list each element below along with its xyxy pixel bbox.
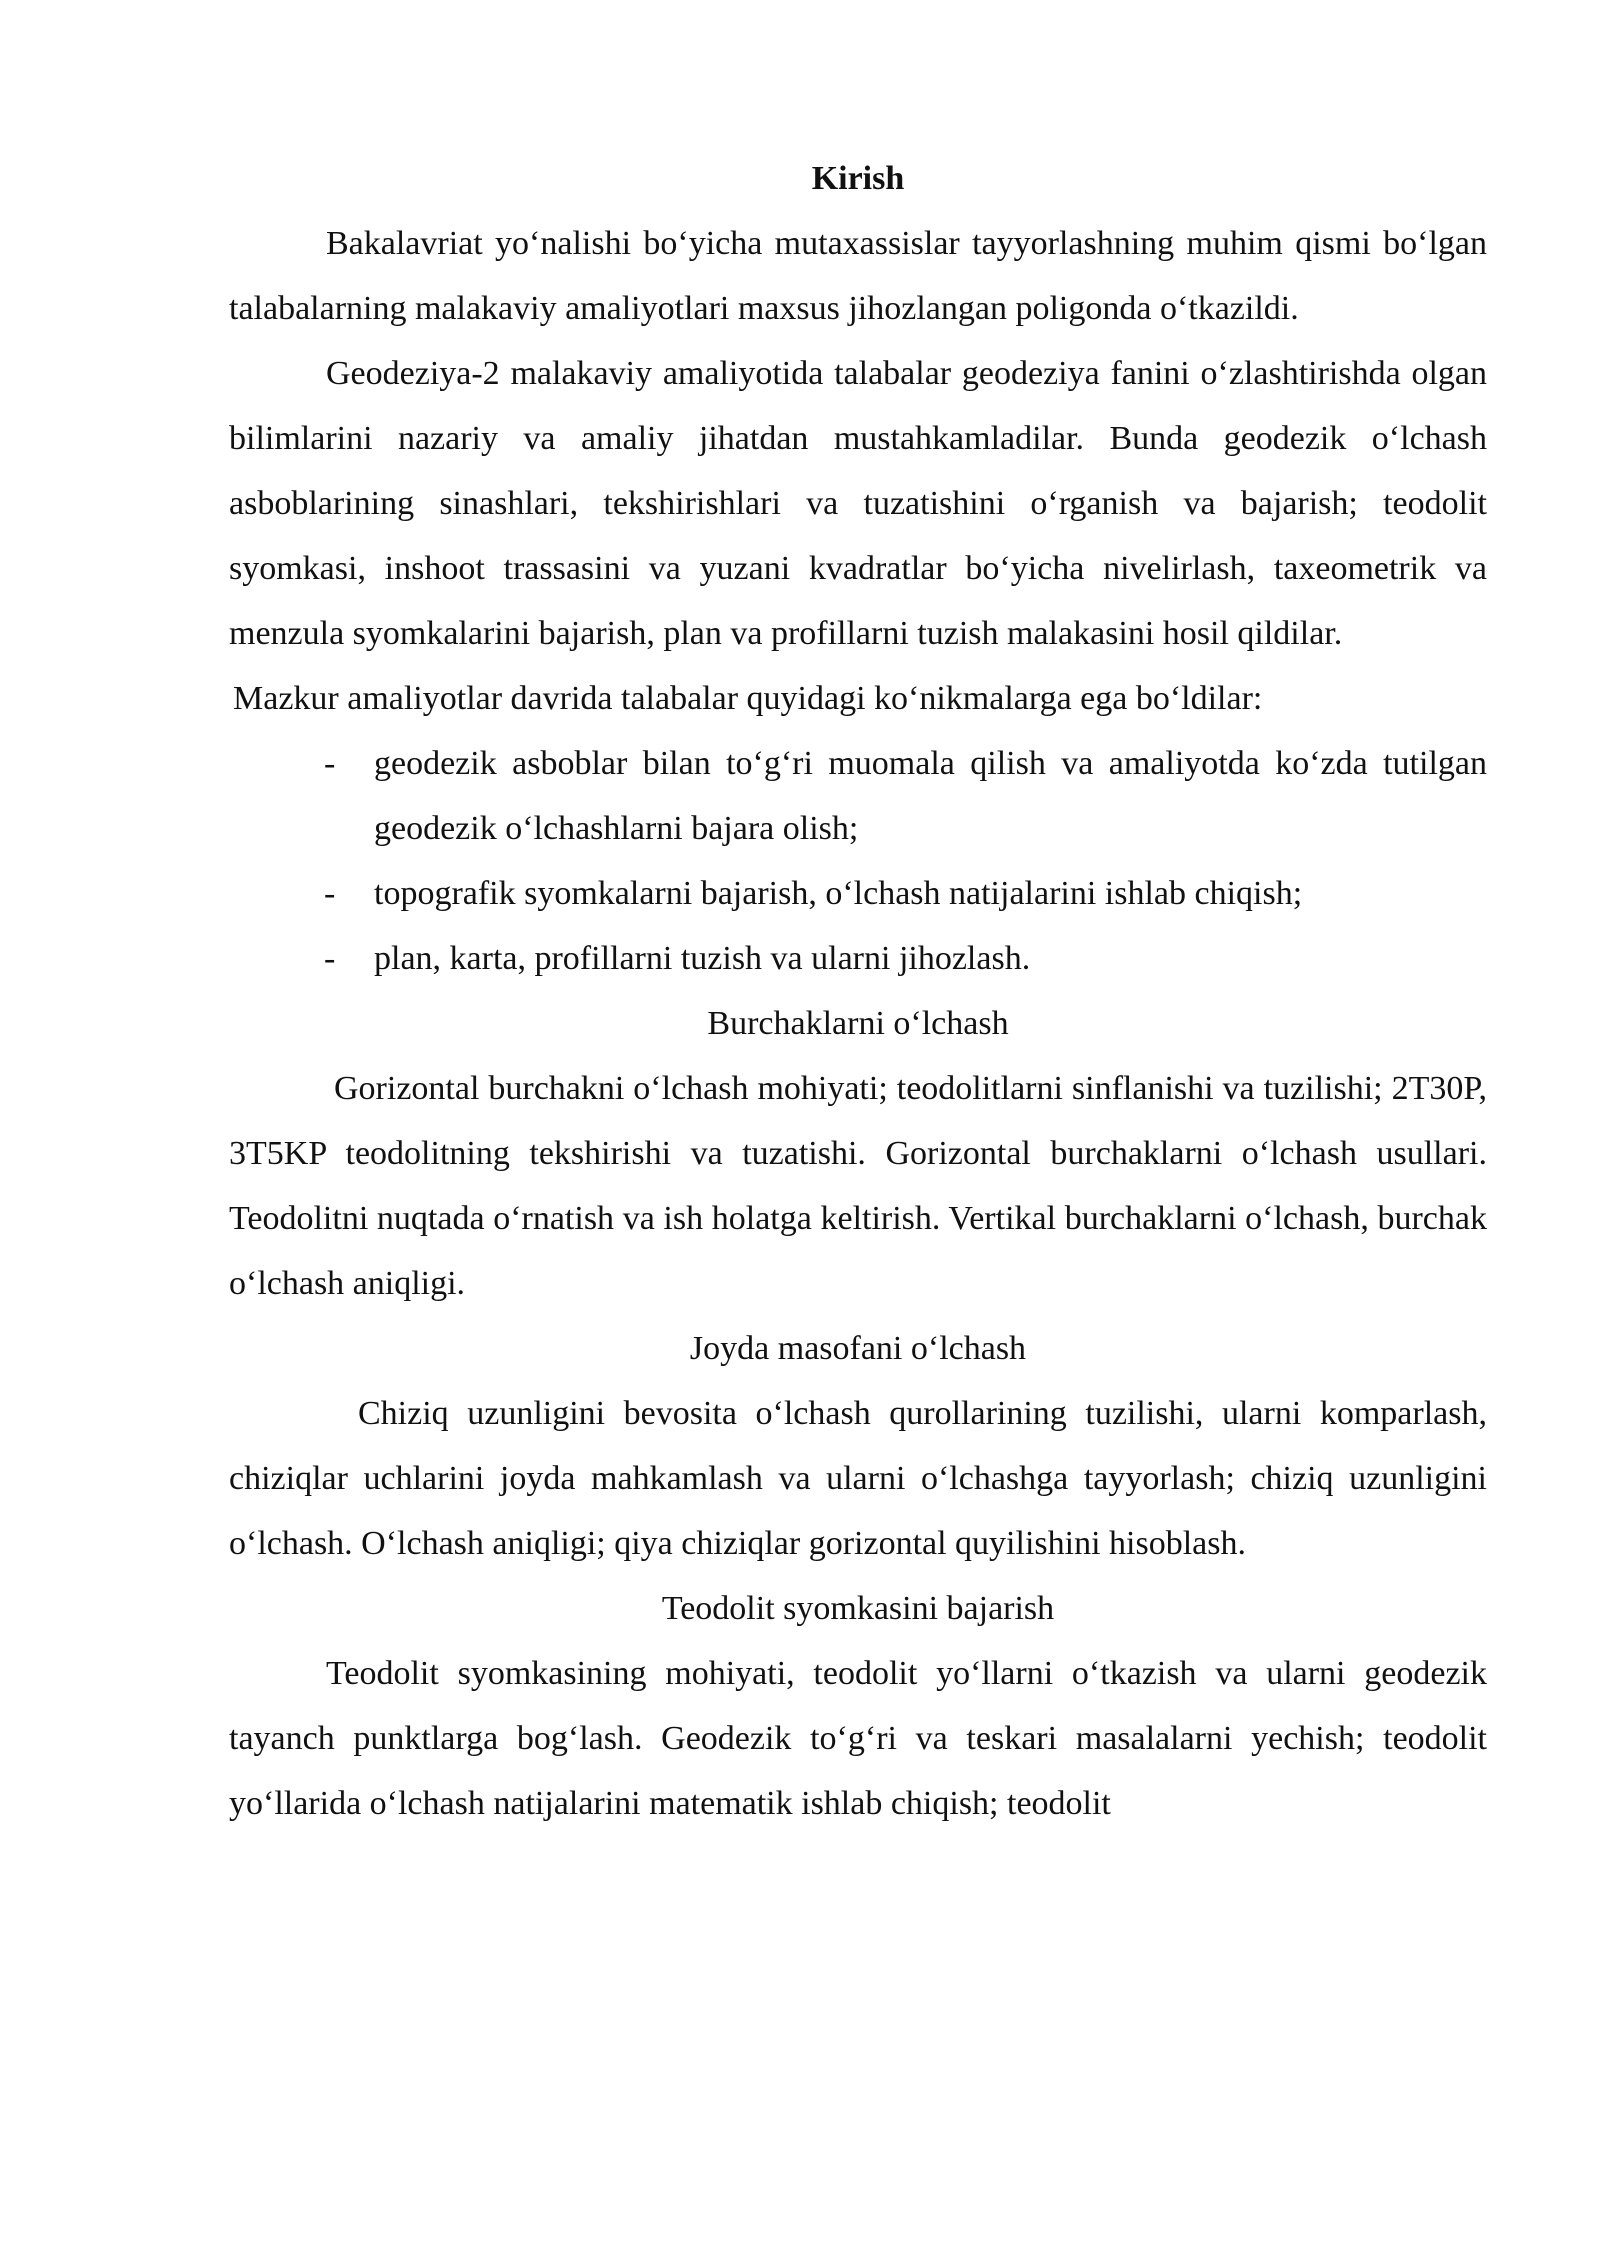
section-heading-theodolite-survey: Teodolit syomkasini bajarish bbox=[661, 1590, 1055, 1627]
section-heading-distance: Joyda masofani o‘lchash bbox=[689, 1330, 1027, 1367]
list-item-text: topografik syomkalarni bajarish, o‘lchash natijalarini ishlab chiqish; bbox=[374, 875, 1303, 912]
bullet-dash: - bbox=[324, 875, 336, 912]
section-heading-angles: Burchaklarni o‘lchash bbox=[707, 1005, 1009, 1042]
intro-paragraph-2: Geodeziya-2 malakaviy amaliyotida talabalar geodeziya fanini o‘zlashtirishda olgan bilimlarini nazariy va amaliy jihatdan mustahkamladilar. Bunda geodezik o‘lchash asboblarining sinashlari, tekshirishlari va tuzatishini o‘rganish va bajarish; teodolit syomkasi, inshoot trassasini va yuzani kvadratlar bo‘yicha nivelirlash, taxeometrik va menzula syomkalarini bajarish, plan va profillarni tuzish malakasini hosil qildilar. bbox=[229, 355, 1487, 652]
section-text-distance: Chiziq uzunligini bevosita o‘lchash qurollarining tuzilishi, ularni komparlash, chiziqlar uchlarini joyda mahkamlash va ularni o‘lchashga tayyorlash; chiziq uzunligini o‘lchash. O‘lchash aniqligi; qiya chiziqlar gorizontal quyilishini hisoblash. bbox=[229, 1395, 1487, 1562]
list-item-text: plan, karta, profillarni tuzish va ularni jihozlash. bbox=[374, 940, 1031, 977]
section-text-angles: Gorizontal burchakni o‘lchash mohiyati; teodolitlarni sinflanishi va tuzilishi; 2T30P, 3T5KP teodolitning tekshirishi va tuzatishi. Gorizontal burchaklarni o‘lchash usullari. Teodolitni nuqtada o‘rnatish va ish holatga keltirish. Vertikal burchaklarni o‘lchash, burchak o‘lchash aniqligi. bbox=[229, 1070, 1487, 1302]
page-title: Kirish bbox=[811, 160, 905, 197]
intro-paragraph-3: Mazkur amaliyotlar davrida talabalar quyidagi ko‘nikmalarga ega bo‘ldilar: bbox=[233, 680, 1263, 717]
skills-list bbox=[229, 731, 1487, 991]
list-item bbox=[229, 861, 1487, 926]
list-item bbox=[229, 926, 1487, 991]
bullet-dash: - bbox=[324, 940, 336, 977]
list-item-text: geodezik asboblar bilan to‘g‘ri muomala qilish va amaliyotda ko‘zda tutilgan geodezik o‘lchashlarni bajara olish; bbox=[374, 745, 1487, 847]
bullet-dash: - bbox=[324, 745, 336, 782]
intro-paragraph-1: Bakalavriat yo‘nalishi bo‘yicha mutaxassislar tayyorlashning muhim qismi bo‘lgan talabalarning malakaviy amaliyotlari maxsus jihozlangan poligonda o‘tkazildi. bbox=[229, 225, 1487, 327]
document-page bbox=[229, 146, 1487, 1836]
section-text-theodolite-survey: Teodolit syomkasining mohiyati, teodolit yo‘llarni o‘tkazish va ularni geodezik tayanch punktlarga bog‘lash. Geodezik to‘g‘ri va teskari masalalarni yechish; teodolit yo‘llarida o‘lchash natijalarini matematik ishlab chiqish; teodolit bbox=[229, 1655, 1487, 1822]
list-item bbox=[229, 731, 1487, 861]
